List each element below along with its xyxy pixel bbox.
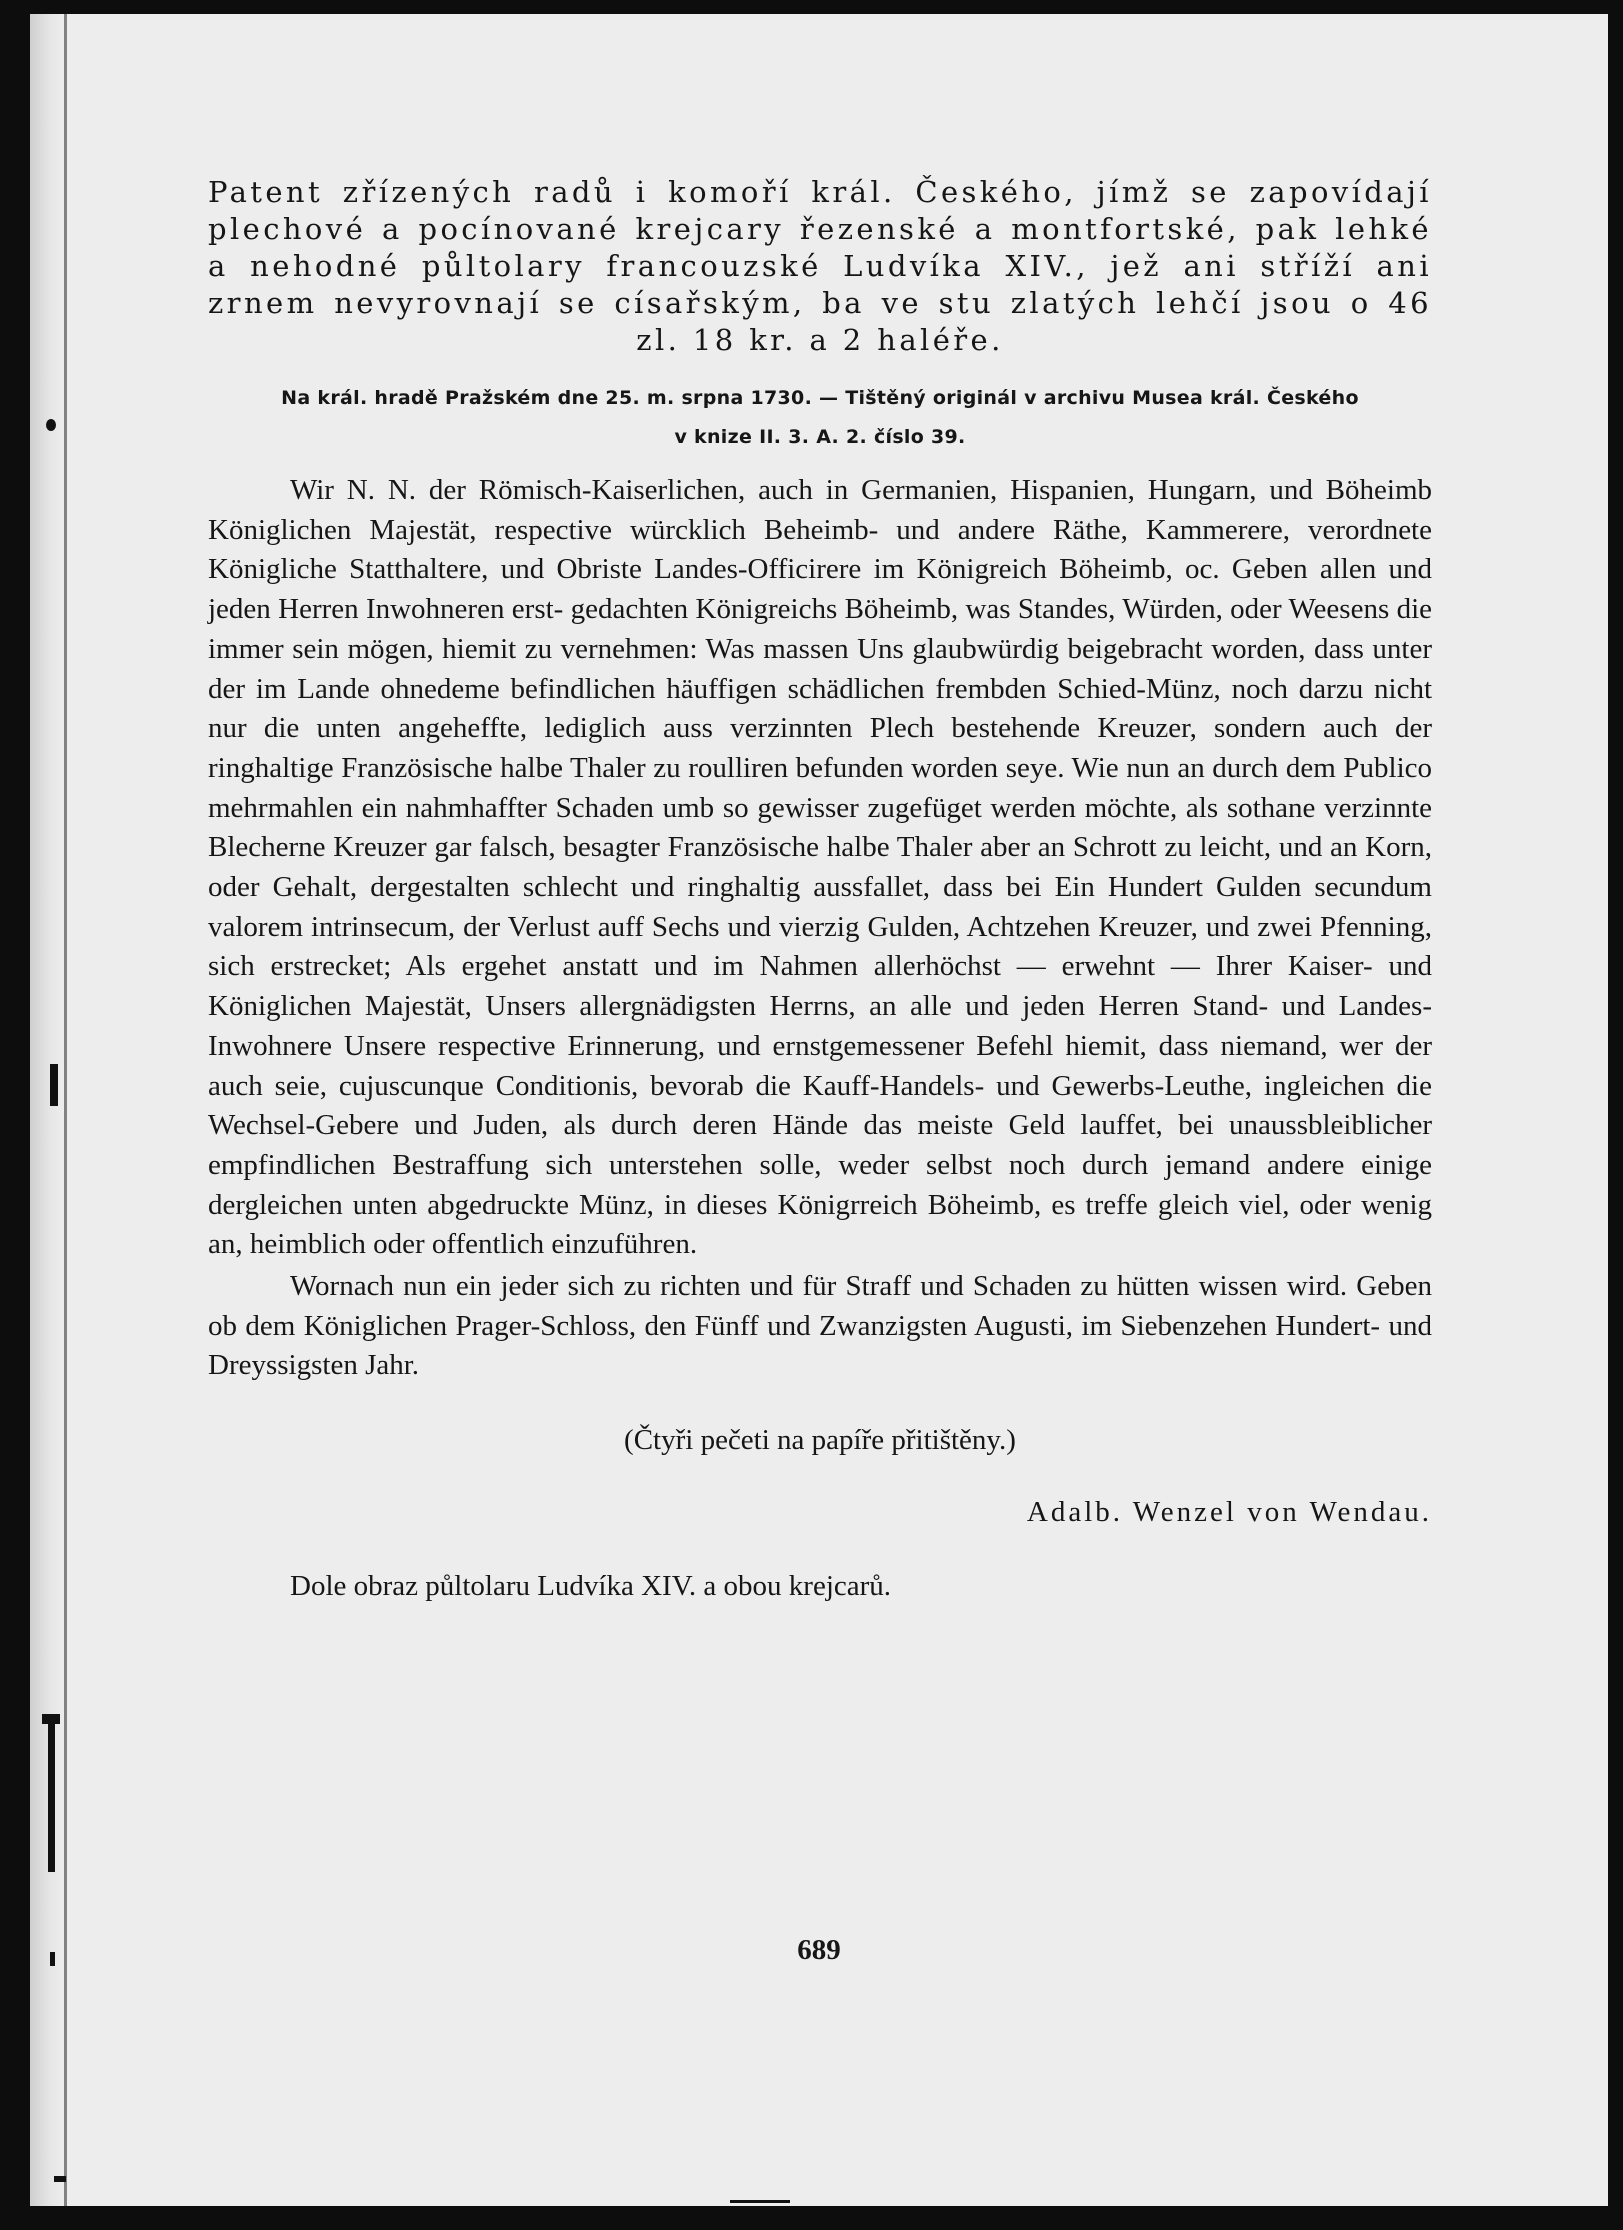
source-line: v knize II. 3. A. 2. číslo 39. xyxy=(674,426,966,448)
signature: Adalb. Wenzel von Wendau. xyxy=(1026,1496,1432,1529)
closing-paragraph: Wornach nun ein jeder sich zu richten und für Straff und Schaden zu hütten wissen wird. Geben ob dem Königlichen Prager-Schloss, den Fünff und Zwanzigsten Augusti, im Siebenzehen Hundert- und Dreyssigsten Jahr. xyxy=(208,1270,1432,1382)
seals-note: (Čtyři pečeti na papíře přitištěny.) xyxy=(624,1424,1016,1457)
document-title: Patent zřízených radů i komoří král. Českého, jímž se zapovídají plechové a pocínované krejcary řezenské a montfortské, pak lehké a nehodné půltolary francouzské Ludvíka XIV., jež ani stříží ani zrnem nevyrovnají se císařským, ba ve stu zlatých lehčí jsou o 46 zl. 18 kr. a 2 haléře. xyxy=(208,175,1432,357)
binding-edge xyxy=(30,14,64,2206)
scan-mark xyxy=(46,419,56,431)
scan-mark xyxy=(42,1714,60,1724)
page-number: 689 xyxy=(797,1934,841,1966)
scan-mark xyxy=(54,2176,66,2182)
source-note xyxy=(208,379,1432,457)
document-content xyxy=(208,174,1432,1606)
binding-line xyxy=(64,14,67,2206)
scan-mark xyxy=(48,1722,55,1872)
body-paragraph: Wir N. N. der Römisch-Kaiserlichen, auch in Germanien, Hispanien, Hungarn, und Böheimb Königlichen Majestät, respective würcklich Beheimb- und andere Räthe, Kammerere, verordnete Königliche Statthaltere, und Obriste Landes-Officirere im Königreich Böheimb, oc. Geben allen und jeden Herren Inwohneren erst- gedachten Königreichs Böheimb, was Standes, Würden, oder Weesens die immer sein mögen, hiemit zu vernehmen: Was massen Uns glaubwürdig beigebracht worden, dass unter der im Lande ohnedeme befindlichen häuffigen schädlichen frembden Schied-Münz, noch darzu nicht nur die unten angeheffte, lediglich auss verzinnten Plech bestehende Kreuzer, sondern auch der ringhaltige Französische halbe Thaler zu roulliren befunden worden seye. Wie nun an durch dem Publico mehrmahlen ein nahmhaffter Schaden umb so gewisser zugefüget werden möchte, als sothane verzinnte Blecherne Kreuzer gar falsch, besagter Französische halbe Thaler aber an Schrott zu leicht, und an Korn, oder Gehalt, dergestalten schlecht und ringhaltig aussfallet, dass bei Ein Hundert Gulden secundum valorem intrinsecum, der Verlust auff Sechs und vierzig Gulden, Achtzehen Kreuzer, und zwei Pfenning, sich erstrecket; Als ergehet anstatt und im Nahmen allerhöchst — erwehnt — Ihrer Kaiser- und Königlichen Majestät, Unsers allergnädigsten Herrns, an alle und jeden Herren Stand- und Landes-Inwohnere Unsere respective Erinnerung, und ernstgemessener Befehl hiemit, dass niemand, wer der auch seie, cujuscunque Conditionis, bevorab die Kauff-Handels- und Gewerbs-Leuthe, ingleichen die Wechsel-Gebere und Juden, als durch deren Hände das meiste Geld lauffet, bei unaussbleiblicher empfindlichen Bestraffung sich unterstehen solle, weder selbst noch durch jemand andere einige dergleichen unten abgedruckte Münz, in dieses Königrreich Böheimb, es treffe gleich viel, oder wenig an, heimblich oder offentlich einzuführen. xyxy=(208,474,1432,1261)
footnote: Dole obraz půltolaru Ludvíka XIV. a obou krejcarů. xyxy=(290,1570,892,1603)
document-page xyxy=(30,14,1608,2206)
source-line: Na král. hradě Pražském dne 25. m. srpna 1730. — Tištěný originál v archivu Musea král. Českého xyxy=(281,387,1359,409)
scan-mark xyxy=(50,1064,58,1106)
scan-mark xyxy=(730,2200,790,2203)
